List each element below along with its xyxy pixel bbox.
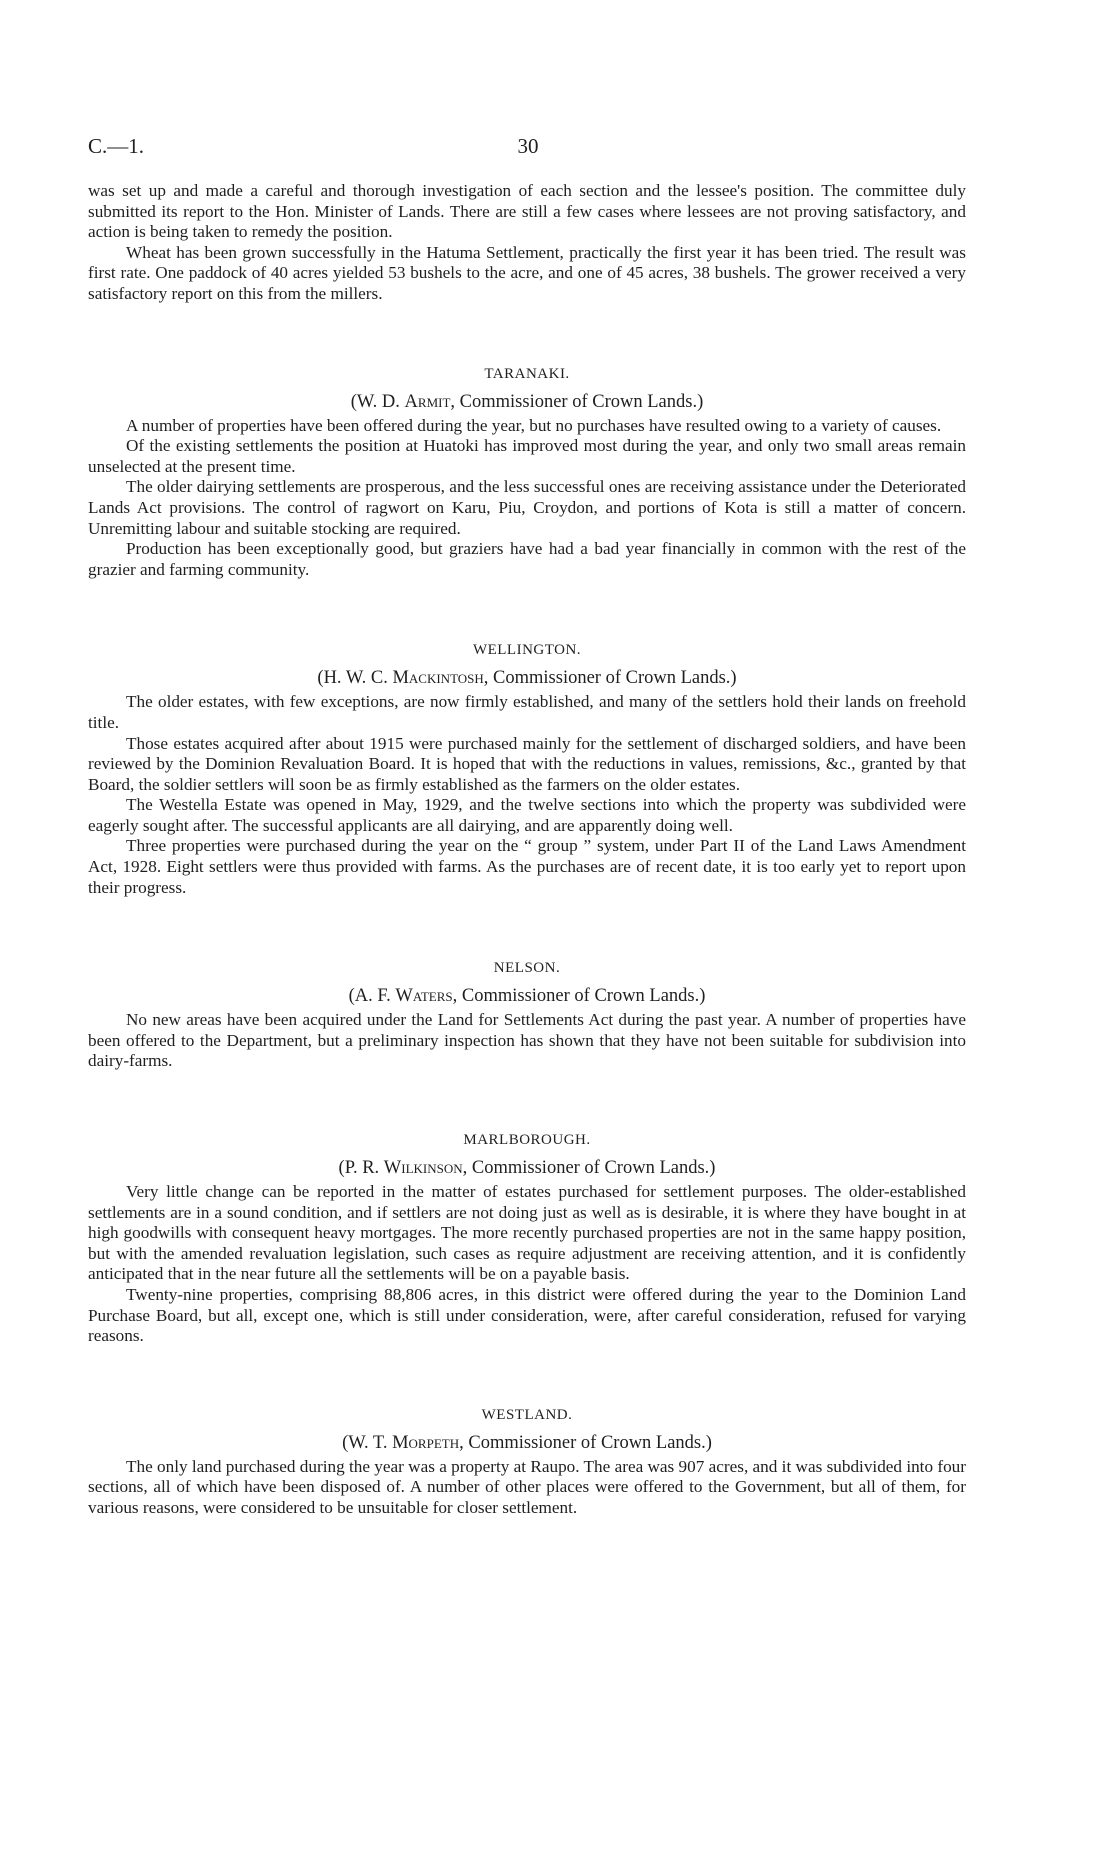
paragraph: was set up and made a careful and thorough investigation of each section and the lessee's position. The committee duly submitted its report to the Hon. Minister of Lands. There are still a few cases where lessees are not proving satisfactory, and action is being taken to remedy the position. bbox=[88, 181, 966, 242]
intro-section bbox=[88, 181, 966, 305]
section-westland bbox=[88, 1405, 966, 1519]
paragraph: Very little change can be reported in the matter of estates purchased for settlement purposes. The older-established settlements are in a sound condition, and if settlers are not doing just as well as is desirable, it is where they have bought in at high goodwills with consequent heavy mortgages. The more recently purchased properties are not in the same happy position, but with the amended revaluation legislation, such cases as require adjustment are receiving attention, and it is confidently anticipated that in the near future all the settlements will be on a payable basis. bbox=[88, 1182, 966, 1284]
commissioner-title: , Commissioner of Crown Lands.) bbox=[462, 1158, 716, 1179]
paragraph: The Westella Estate was opened in May, 1929, and the twelve sections into which the property was subdivided were eagerly sought after. The successful applicants are all dairying, and are apparently doing well. bbox=[88, 795, 966, 835]
section-heading: NELSON. bbox=[493, 960, 561, 977]
commissioner-title: , Commissioner of Crown Lands.) bbox=[459, 1432, 712, 1453]
paragraph: Of the existing settlements the position at Huatoki has improved most during the year, and only two small areas remain unselected at the present time. bbox=[88, 436, 966, 476]
section-heading: WELLINGTON. bbox=[472, 642, 582, 659]
commissioner-line bbox=[88, 984, 966, 1008]
section-marlborough bbox=[88, 1130, 966, 1347]
paragraph: Wheat has been grown successfully in the Hatuma Settlement, practically the first year it has been tried. The result was first rate. One paddock of 40 acres yielded 53 bushels to the acre, and one of 45 acres, 38 bushels. The grower received a very satisfactory report on this from the millers. bbox=[88, 242, 966, 303]
commissioner-initials: (A. F. bbox=[348, 986, 396, 1007]
commissioner-initials: (P. R. bbox=[338, 1158, 384, 1179]
commissioner-title: , Commissioner of Crown Lands.) bbox=[450, 391, 704, 412]
document-reference: C.—1. bbox=[88, 134, 145, 158]
paragraph: The older dairying settlements are prosperous, and the less successful ones are receiving assistance under the Deteriorated Lands Act provisions. The control of ragwort on Karu, Piu, Croydon, and portions of Kota is still a matter of concern. Unremitting labour and suitable stocking are required. bbox=[88, 477, 966, 538]
paragraph: A number of properties have been offered during the year, but no purchases have resulted owing to a variety of causes. bbox=[126, 415, 942, 435]
commissioner-initials: (H. W. C. bbox=[317, 668, 393, 689]
commissioner-name: Mackintosh bbox=[392, 668, 484, 689]
section-taranaki bbox=[88, 364, 966, 581]
paragraph: No new areas have been acquired under the Land for Settlements Act during the past year. A number of properties have been offered to the Department, but a preliminary inspection has shown that they have not been suitable for subdivision into dairy-farms. bbox=[88, 1010, 966, 1071]
commissioner-line bbox=[88, 1431, 966, 1455]
commissioner-initials: (W. T. bbox=[342, 1432, 393, 1453]
section-heading: WESTLAND. bbox=[481, 1406, 573, 1423]
section-wellington bbox=[88, 640, 966, 898]
paragraph: Those estates acquired after about 1915 were purchased mainly for the settlement of discharged soldiers, and have been reviewed by the Dominion Revaluation Board. It is hoped that with the reductions in values, remissions, &c., granted by that Board, the soldier settlers will soon be as firmly established as the farmers on the older estates. bbox=[88, 733, 966, 794]
commissioner-title: , Commissioner of Crown Lands.) bbox=[452, 986, 706, 1007]
commissioner-name: Wilkinson bbox=[383, 1158, 463, 1179]
commissioner-line bbox=[88, 1156, 966, 1180]
commissioner-initials: (W. D. bbox=[350, 391, 405, 412]
section-heading: MARLBOROUGH. bbox=[463, 1132, 591, 1149]
paragraph: Twenty-nine properties, comprising 88,806 acres, in this district were offered during the year to the Dominion Land Purchase Board, but all, except one, which is still under consideration, were, after careful consideration, refused for varying reasons. bbox=[88, 1285, 966, 1346]
paragraph: Three properties were purchased during the year on the “ group ” system, under Part II of the Land Laws Amendment Act, 1928. Eight settlers were thus provided with farms. As the purchases are of recent date, it is too early yet to report upon their progress. bbox=[88, 836, 966, 897]
page-number: 30 bbox=[517, 134, 539, 158]
commissioner-title: , Commissioner of Crown Lands.) bbox=[483, 668, 737, 689]
paragraph: The older estates, with few exceptions, are now firmly established, and many of the settlers hold their lands on freehold title. bbox=[88, 692, 966, 732]
commissioner-name: Waters bbox=[395, 986, 453, 1007]
paragraph: Production has been exceptionally good, but graziers have had a bad year financially in common with the rest of the grazier and farming community. bbox=[88, 539, 966, 579]
commissioner-line bbox=[88, 390, 966, 414]
commissioner-line bbox=[88, 666, 966, 690]
section-heading: TARANAKI. bbox=[484, 365, 570, 382]
commissioner-name: Morpeth bbox=[392, 1432, 460, 1453]
commissioner-name: Armit bbox=[404, 391, 451, 412]
document-body bbox=[88, 181, 966, 1519]
section-nelson bbox=[88, 958, 966, 1072]
paragraph: The only land purchased during the year was a property at Raupo. The area was 907 acres, and it was subdivided into four sections, all of which have been disposed of. A number of other places were offered to the Government, but all of them, for various reasons, were considered to be unsuitable for closer settlement. bbox=[88, 1456, 966, 1517]
